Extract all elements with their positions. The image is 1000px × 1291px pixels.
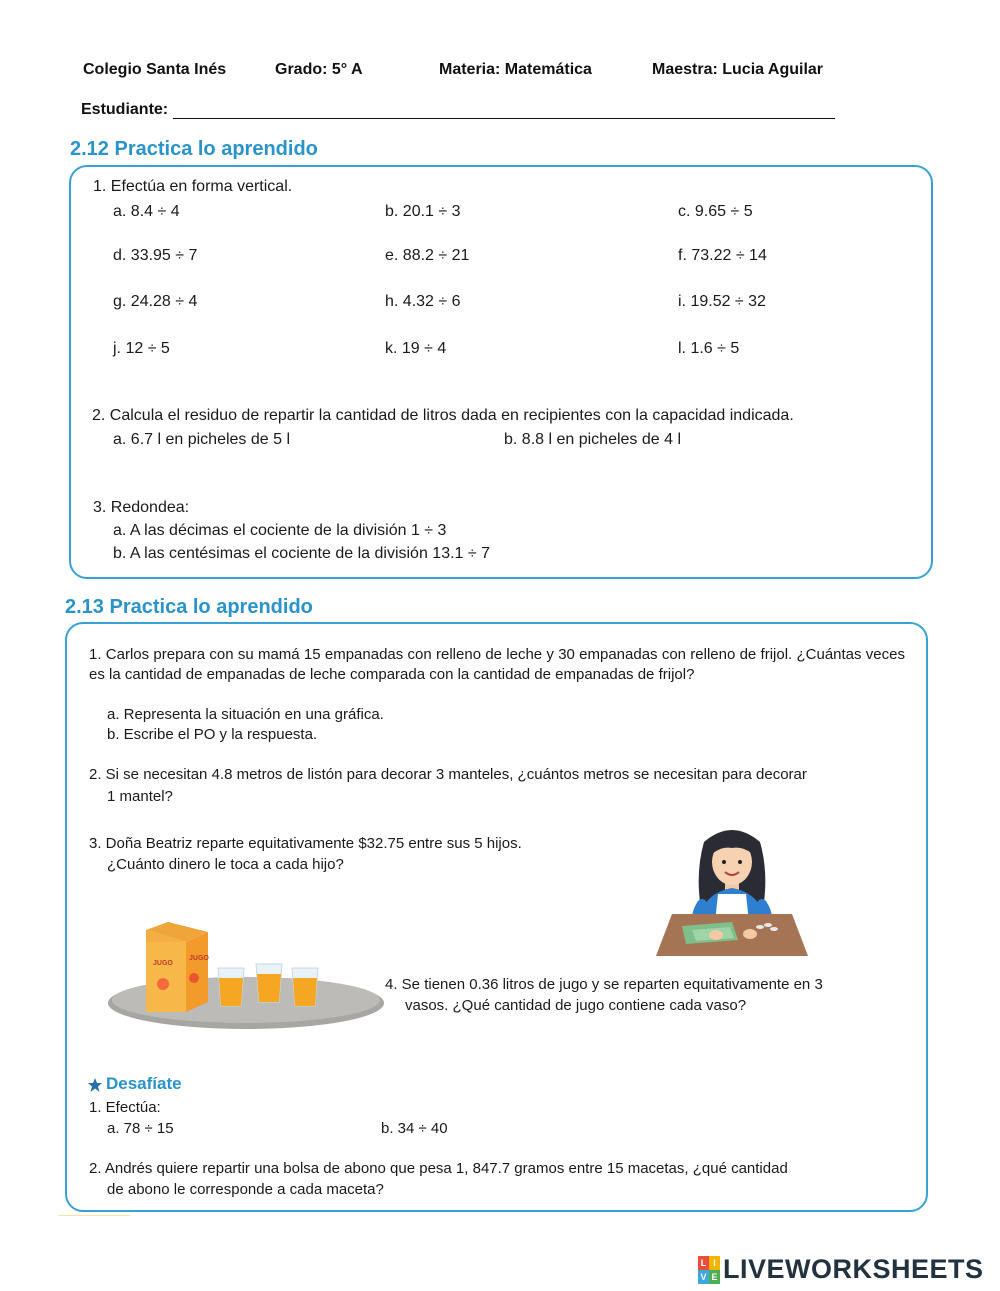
challenge-q1-prompt: 1. Efectúa: <box>89 1099 161 1116</box>
hand-right <box>743 929 757 939</box>
challenge-q1-b: b. 34 ÷ 40 <box>381 1120 448 1137</box>
s1-q1-item-e: e. 88.2 ÷ 21 <box>385 247 470 264</box>
coin-1 <box>756 925 764 929</box>
woman-illustration <box>652 822 812 962</box>
s2-q4-line1: 4. Se tienen 0.36 litros de jugo y se reparten equitativamente en 3 <box>385 976 823 993</box>
grade-label: Grado: 5° A <box>275 61 363 78</box>
liveworksheets-badge <box>698 1256 720 1284</box>
carton-label-front: JUGO <box>153 960 173 967</box>
hand-left <box>709 930 723 940</box>
s1-q1-item-c: c. 9.65 ÷ 5 <box>678 203 753 220</box>
s1-q1-item-i: i. 19.52 ÷ 32 <box>678 293 766 310</box>
s1-q1-item-d: d. 33.95 ÷ 7 <box>113 247 198 264</box>
challenge-q1-a: a. 78 ÷ 15 <box>107 1120 174 1137</box>
section-1-title: 2.12 Practica lo aprendido <box>70 138 318 160</box>
s2-q3-line2: ¿Cuánto dinero le toca a cada hijo? <box>107 856 344 873</box>
badge-letter-i: I <box>709 1256 720 1270</box>
school-name: Colegio Santa Inés <box>83 61 227 78</box>
s2-q2-line2: 1 mantel? <box>107 788 173 805</box>
badge-letter-l: L <box>698 1256 709 1270</box>
badge-letter-e: E <box>709 1270 720 1284</box>
s1-q1-item-a: a. 8.4 ÷ 4 <box>113 203 180 220</box>
challenge-q2-line1: 2. Andrés quiere repartir una bolsa de abono que pesa 1, 847.7 gramos entre 15 macetas, ¿qué cantidad <box>89 1160 788 1177</box>
section-2-title: 2.13 Practica lo aprendido <box>65 596 313 618</box>
s1-q1-item-j: j. 12 ÷ 5 <box>113 340 170 357</box>
glass-2 <box>256 964 282 1002</box>
carton-side <box>186 932 208 1012</box>
s1-q1-item-l: l. 1.6 ÷ 5 <box>678 340 740 357</box>
s1-q2-a: a. 6.7 l en picheles de 5 l <box>113 431 291 448</box>
decorative-line <box>58 1215 130 1216</box>
juice-illustration <box>106 920 386 1035</box>
s2-q3-line1: 3. Doña Beatriz reparte equitativamente $32.75 entre sus 5 hijos. <box>89 835 522 852</box>
badge-letter-v: V <box>698 1270 709 1284</box>
subject-label: Materia: Matemática <box>439 61 592 78</box>
s2-q1-text: 1. Carlos prepara con su mamá 15 empanadas con relleno de leche y 30 empanadas con relleno de frijol. ¿Cuántas veces es la cantidad de empanadas de leche comparada con la cantidad de empanadas de frijol? <box>89 646 905 683</box>
s2-q1-a: a. Representa la situación en una gráfica. <box>107 706 384 723</box>
student-label: Estudiante: <box>81 101 169 118</box>
liveworksheets-logo[interactable]: LIVEWORKSHEETS <box>723 1254 984 1284</box>
coin-3 <box>770 927 778 931</box>
coin-2 <box>764 923 772 927</box>
teacher-label: Maestra: Lucia Aguilar <box>652 61 824 78</box>
carton-fruit-side <box>189 973 199 983</box>
eye-right <box>738 860 742 864</box>
s2-q4-line2: vasos. ¿Qué cantidad de jugo contiene cada vaso? <box>405 997 747 1014</box>
glass-1 <box>218 968 244 1006</box>
s1-q3-b: b. A las centésimas el cociente de la división 13.1 ÷ 7 <box>113 545 490 562</box>
s1-q1-item-f: f. 73.22 ÷ 14 <box>678 247 767 264</box>
challenge-title: Desafíate <box>106 1074 182 1093</box>
section-1-box <box>69 165 933 579</box>
carton-label-side: JUGO <box>189 955 209 962</box>
student-name-field[interactable] <box>173 118 835 119</box>
s1-q3-a: a. A las décimas el cociente de la división 1 ÷ 3 <box>113 522 447 539</box>
carton-fruit-front <box>157 978 169 990</box>
s1-q2-b: b. 8.8 l en picheles de 4 l <box>504 431 682 448</box>
star-icon <box>87 1077 103 1093</box>
glass-3 <box>292 968 318 1006</box>
s1-q1-item-k: k. 19 ÷ 4 <box>385 340 447 357</box>
s1-q3-prompt: 3. Redondea: <box>93 499 190 516</box>
s1-q2-prompt: 2. Calcula el residuo de repartir la cantidad de litros dada en recipientes con la capacidad indicada. <box>92 407 794 424</box>
challenge-q2-line2: de abono le corresponde a cada maceta? <box>107 1181 384 1198</box>
eye-left <box>722 860 726 864</box>
s1-q1-item-b: b. 20.1 ÷ 3 <box>385 203 461 220</box>
s2-q2-line1: 2. Si se necesitan 4.8 metros de listón para decorar 3 manteles, ¿cuántos metros se necesitan para decorar <box>89 766 807 783</box>
carton-front <box>146 942 186 1012</box>
s1-q1-item-g: g. 24.28 ÷ 4 <box>113 293 198 310</box>
s1-q1-prompt: 1. Efectúa en forma vertical. <box>93 178 293 195</box>
s1-q1-item-h: h. 4.32 ÷ 6 <box>385 293 461 310</box>
s2-q1-b: b. Escribe el PO y la respuesta. <box>107 726 318 743</box>
